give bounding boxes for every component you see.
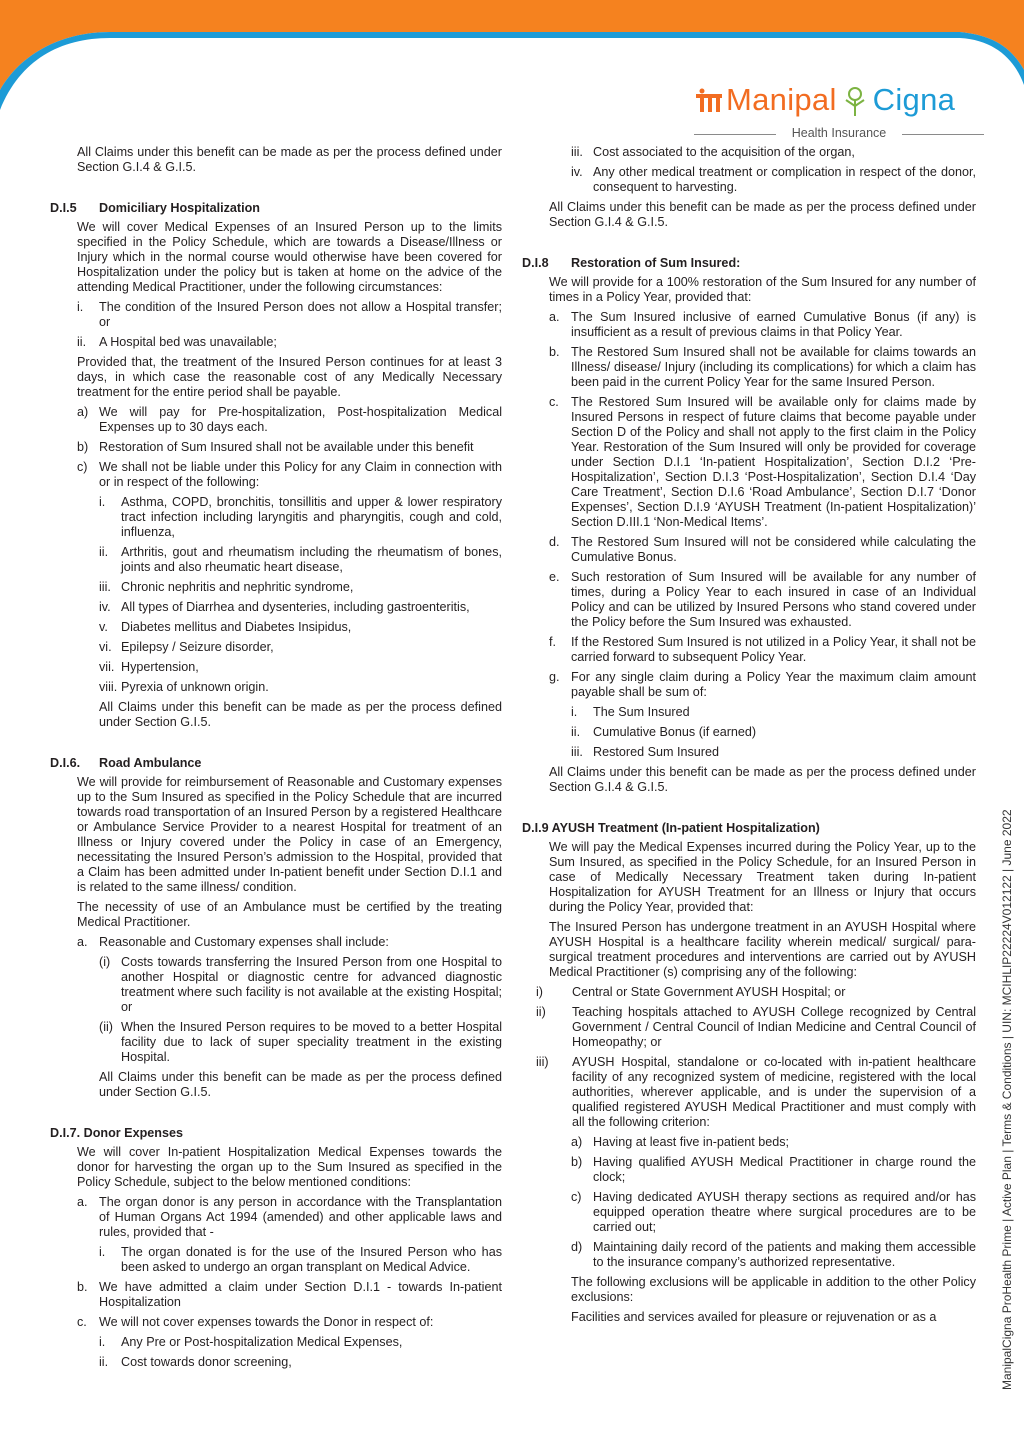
paragraph: We will cover Medical Expenses of an Insured Person up to the limits specified in the Policy Schedule, which are towards a Disease/Illness or Injury which in the normal course would otherwise have been covered for Hospitalization under the policy but is taken at home on the advice of the attending Medical Practitioner, under the following circumstances:	[77, 220, 502, 294]
list-item: v. Diabetes mellitus and Diabetes Insipidus,	[99, 620, 352, 634]
paragraph: We will cover In-patient Hospitalization Medical Expenses towards the donor for harvesting the organ up to the Sum Insured as specified in the Policy Schedule, subject to the below mentioned conditions:	[77, 1145, 502, 1189]
list-item: e. Such restoration of Sum Insured will be available for any number of times, during a Policy Year to each insured in case of an Individual Policy and can be utilized by Insured Persons who stand covered under the Policy before the Sum Insured was exhausted.	[549, 570, 976, 629]
paragraph: All Claims under this benefit can be made as per the process defined under Section G.I.4 & G.I.5.	[549, 200, 976, 229]
logo-wordmark: Manipal Cigna	[726, 82, 956, 117]
tree-icon	[694, 88, 724, 114]
list-item: i. Any Pre or Post-hospitalization Medical Expenses,	[99, 1335, 403, 1349]
list-item: iii. Cost associated to the acquisition of the organ,	[571, 145, 855, 159]
paragraph: All Claims under this benefit can be made as per the process defined under Section G.I.5.	[99, 1070, 502, 1099]
list-item: a. The Sum Insured inclusive of earned Cumulative Bonus (if any) is insufficient as a result of previous claims in that Policy Year.	[549, 310, 976, 339]
list-item: b. We have admitted a claim under Section D.I.1 - towards In-patient Hospitalization	[77, 1280, 502, 1309]
section-heading-d17: D.I.7. Donor Expenses	[50, 1126, 183, 1140]
list-item: iv. Any other medical treatment or complication in respect of the donor, consequent to harvesting.	[571, 165, 976, 194]
paragraph: We will provide for a 100% restoration of the Sum Insured for any number of times in a Policy Year, provided that:	[549, 275, 976, 304]
list-item: iii. Chronic nephritis and nephritic syndrome,	[99, 580, 354, 594]
section-heading-d18: D.I.8 Restoration of Sum Insured:	[522, 256, 741, 270]
tree-icon	[840, 84, 870, 118]
list-item: c) We shall not be liable under this Policy for any Claim in connection with or in respect of the following:	[77, 460, 502, 489]
list-item: a) Having at least five in-patient beds;	[571, 1135, 790, 1149]
list-item: vi. Epilepsy / Seizure disorder,	[99, 640, 274, 654]
section-heading-d15: D.I.5 Domiciliary Hospitalization	[50, 201, 260, 215]
section-heading-d19: D.I.9 AYUSH Treatment (In-patient Hospitalization)	[522, 821, 820, 835]
list-item: i) Central or State Government AYUSH Hospital; or	[536, 985, 846, 999]
list-item: a. The organ donor is any person in accordance with the Transplantation of Human Organs Act 1994 (amended) and other applicable laws and rules, provided that -	[77, 1195, 502, 1239]
list-item: iii. Restored Sum Insured	[571, 745, 719, 759]
list-item: ii. A Hospital bed was unavailable;	[77, 335, 277, 349]
vertical-footer: ManipalCigna ProHealth Prime | Active Plan | Terms & Conditions | UIN: MCIHLIP22224V012122 | June 2022	[1000, 809, 1014, 1390]
list-item: a) We will pay for Pre-hospitalization, Post-hospitalization Medical Expenses up to 30 days each.	[77, 405, 502, 434]
list-item: g. For any single claim during a Policy Year the maximum claim amount payable shall be sum of:	[549, 670, 976, 699]
paragraph: Provided that, the treatment of the Insured Person continues for at least 3 days, in which case the reasonable cost of any Medically Necessary treatment for the entire period shall be payable.	[77, 355, 502, 399]
list-item: f. If the Restored Sum Insured is not utilized in a Policy Year, it shall not be carried forward to subsequent Policy Year.	[549, 635, 976, 664]
paragraph: All Claims under this benefit can be made as per the process defined under Section G.I.4 & G.I.5.	[549, 765, 976, 794]
list-item: i. The Sum Insured	[571, 705, 690, 719]
list-item: ii. Cumulative Bonus (if earned)	[571, 725, 757, 739]
list-item: b) Having qualified AYUSH Medical Practitioner in charge round the clock;	[571, 1155, 976, 1184]
paragraph: All Claims under this benefit can be made as per the process defined under Section G.I.5.	[99, 700, 502, 729]
list-item: c) Having dedicated AYUSH therapy sections as required and/or has equipped operation theatre where surgical procedures are to be carried out;	[571, 1190, 976, 1234]
list-item: c. We will not cover expenses towards the Donor in respect of:	[77, 1315, 434, 1329]
paragraph: The following exclusions will be applicable in addition to the other Policy exclusions:	[571, 1275, 976, 1304]
intro-paragraph: All Claims under this benefit can be made as per the process defined under Section G.I.4 & G.I.5.	[77, 145, 502, 174]
list-item: (ii) When the Insured Person requires to be moved to a better Hospital facility due to lack of super speciality treatment in the existing Hospital.	[99, 1020, 502, 1064]
paragraph: We will pay the Medical Expenses incurred during the Policy Year, up to the Sum Insured, as specified in the Policy Schedule, for an Insured Person in case of Medically Necessary Treatment taken during In-patient Hospitalization for AYUSH Treatment for an Illness or Injury that occurs during the Policy Year, provided that:	[549, 840, 976, 914]
list-item: b) Restoration of Sum Insured shall not be available under this benefit	[77, 440, 474, 454]
paragraph: The necessity of use of an Ambulance must be certified by the treating Medical Practitioner.	[77, 900, 502, 929]
list-item: i. Asthma, COPD, bronchitis, tonsillitis and upper & lower respiratory tract infection including laryngitis and pharyngitis, cough and cold, influenza,	[99, 495, 502, 539]
list-item: i. The condition of the Insured Person does not allow a Hospital transfer; or	[77, 300, 502, 329]
list-item: a. Reasonable and Customary expenses shall include:	[77, 935, 389, 949]
paragraph: We will provide for reimbursement of Reasonable and Customary expenses up to the Sum Insured as specified in the Policy Schedule that are incurred towards road transportation of an Insured Person by a registered Healthcare or Ambulance Service Provider to a nearest Hospital for treatment of an Illness or Injury covered under the Policy in case of an Emergency, necessitating the Insured Person’s admission to the Hospital, provided that a Claim has been admitted under In-patient benefit under Section D.I.1 and is related to the same illness/ condition.	[77, 775, 502, 894]
left-column	[50, 145, 502, 1375]
list-item: vii. Hypertension,	[99, 660, 199, 674]
list-item: i. The organ donated is for the use of the Insured Person who has been asked to undergo an organ transplant on Medical Advice.	[99, 1245, 502, 1274]
list-item: ii. Arthritis, gout and rheumatism including the rheumatism of bones, joints and also rheumatic heart disease,	[99, 545, 502, 574]
list-item: ii) Teaching hospitals attached to AYUSH College recognized by Central Government / Central Council of Indian Medicine and Central Council of Homeopathy; or	[536, 1005, 976, 1049]
section-heading-d16: D.I.6. Road Ambulance	[50, 756, 202, 770]
list-item: ii. Cost towards donor screening,	[99, 1355, 292, 1369]
list-item: b. The Restored Sum Insured shall not be available for claims towards an Illness/ disease/ Injury (including its complications) for which a claim has been paid in the current Policy Year for the same Insured Person.	[549, 345, 976, 389]
logo-subtitle: Health Insurance	[694, 126, 984, 141]
list-item: (i) Costs towards transferring the Insured Person from one Hospital to another Hospital or diagnostic centre for advanced diagnostic treatment where such facility is not available at the existing Hospital; or	[99, 955, 502, 1014]
list-item: iv. All types of Diarrhea and dysenteries, including gastroenteritis,	[99, 600, 470, 614]
list-item: c. The Restored Sum Insured will be available only for claims made by Insured Persons in respect of future claims that become payable under Section D of the Policy and shall not apply to the first claim in the Policy Year. Restoration of the Sum Insured will only be provided for coverage under Section D.I.1 ‘In-patient Hospitalization’, Section D.I.2 ‘Pre-Hospitalization’, Section D.I.3 ‘Post-Hospitalization’, Section D.I.4 ‘Day Care Treatment’, Section D.I.6 ‘Road Ambulance’, Section D.I.7 ‘Donor Expenses’, Section D.I.9 ‘AYUSH Treatment (In-patient Hospitalization)’ Section D.III.1 ‘Non-Medical Items’.	[549, 395, 976, 529]
list-item: d) Maintaining daily record of the patients and making them accessible to the insurance company’s authorized representative.	[571, 1240, 976, 1269]
paragraph: The Insured Person has undergone treatment in an AYUSH Hospital where AYUSH Hospital is a healthcare facility wherein medical/ surgical/ para-surgical treatment procedures and interventions are carried out by AYUSH Medical Practitioner (s) comprising any of the following:	[549, 920, 976, 979]
right-column	[522, 145, 976, 1330]
list-item: viii. Pyrexia of unknown origin.	[99, 680, 269, 694]
list-item: iii) AYUSH Hospital, standalone or co-located with in-patient healthcare facility of any recognized system of medicine, registered with the local authorities, wherever applicable, and is under the supervision of a qualified registered AYUSH Medical Practitioner and must comply with all the following criterion:	[536, 1055, 976, 1129]
list-item: d. The Restored Sum Insured will not be considered while calculating the Cumulative Bonus.	[549, 535, 976, 564]
manipal-cigna-logo	[694, 82, 984, 144]
paragraph: Facilities and services availed for pleasure or rejuvenation or as a	[571, 1310, 937, 1324]
